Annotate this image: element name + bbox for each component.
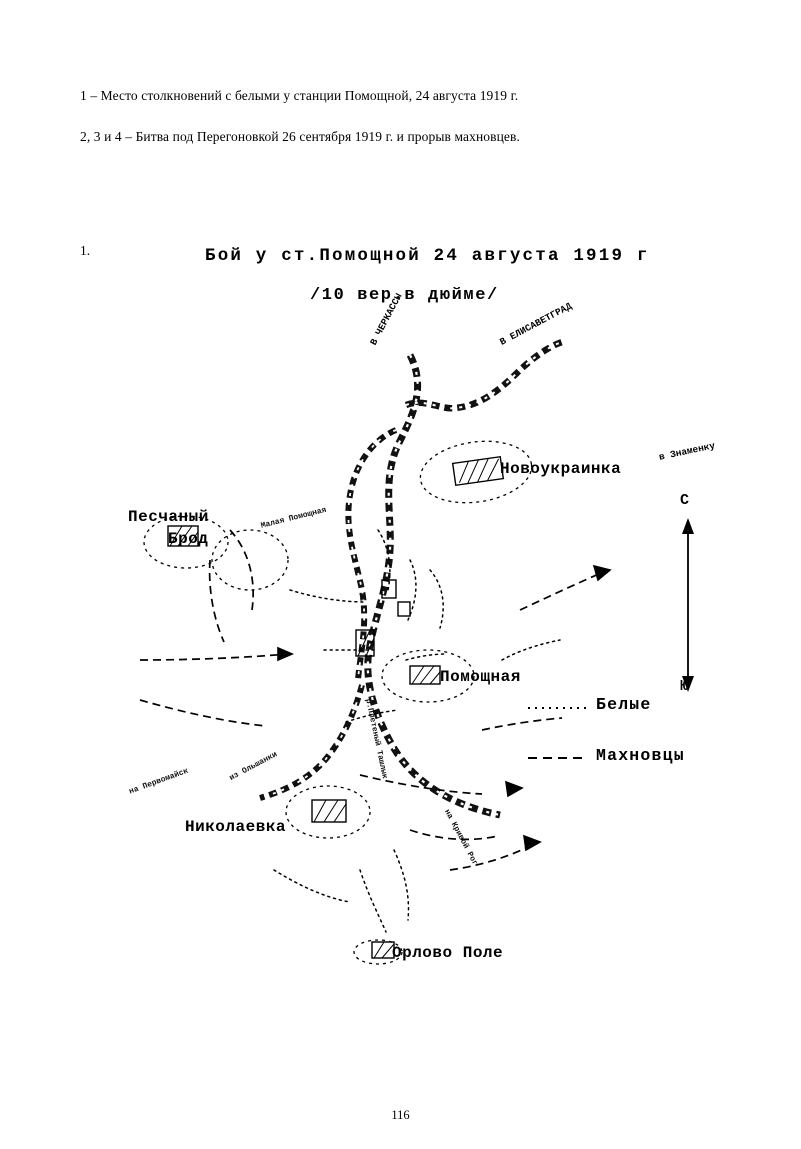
legend-label-makhnovists: Махновцы xyxy=(596,746,685,765)
rail-label-olshanka: из Ольшанки xyxy=(228,750,279,783)
map-title-line-2: /10 вер.в дюйме/ xyxy=(310,286,499,305)
rail-label-pletenyi-tashlyk: р.Плетеный Ташлык xyxy=(363,698,389,780)
rail-label-cherkassy: В ЧЕРКАССЫ xyxy=(368,291,405,348)
figure-number: 1. xyxy=(80,243,91,258)
place-label-pomoshnaya: Помощная xyxy=(440,668,521,686)
map-title-line-1: Бой у ст.Помощной 24 августа 1919 г xyxy=(205,246,650,266)
map-drawing xyxy=(110,230,730,990)
legend-label-whites: Белые xyxy=(596,695,652,714)
compass-north-label: С xyxy=(680,492,690,509)
rail-label-znamenka: в Знаменку xyxy=(658,440,717,463)
place-label-brod: Брод xyxy=(168,530,209,548)
rail-label-pervomaysk: на Первомайск xyxy=(128,766,190,797)
rail-label-elisavetgrad: В ЕЛИСАВЕТГРАД xyxy=(498,300,574,348)
rail-label-krivoy-rog: на Кривой Рог xyxy=(442,808,480,868)
rail-label-malaya-pomoshnaya: Малая Помощная xyxy=(260,505,328,531)
page-number: 116 xyxy=(391,1108,410,1122)
compass-south-label: Ю xyxy=(680,678,690,695)
place-label-novoukrainka: Новоукраинка xyxy=(500,460,622,478)
map-figure xyxy=(110,230,730,990)
place-label-peschanyi: Песчаный xyxy=(128,508,209,526)
caption-line-2: 2, 3 и 4 – Битва под Перегоновкой 26 сентября 1919 г. и прорыв махновцев. xyxy=(80,129,520,144)
place-label-nikolaevka: Николаевка xyxy=(185,818,287,836)
place-label-orlovo-pole: Орлово Поле xyxy=(392,944,504,962)
caption-line-1: 1 – Место столкновений с белыми у станции Помощной, 24 августа 1919 г. xyxy=(80,88,519,103)
